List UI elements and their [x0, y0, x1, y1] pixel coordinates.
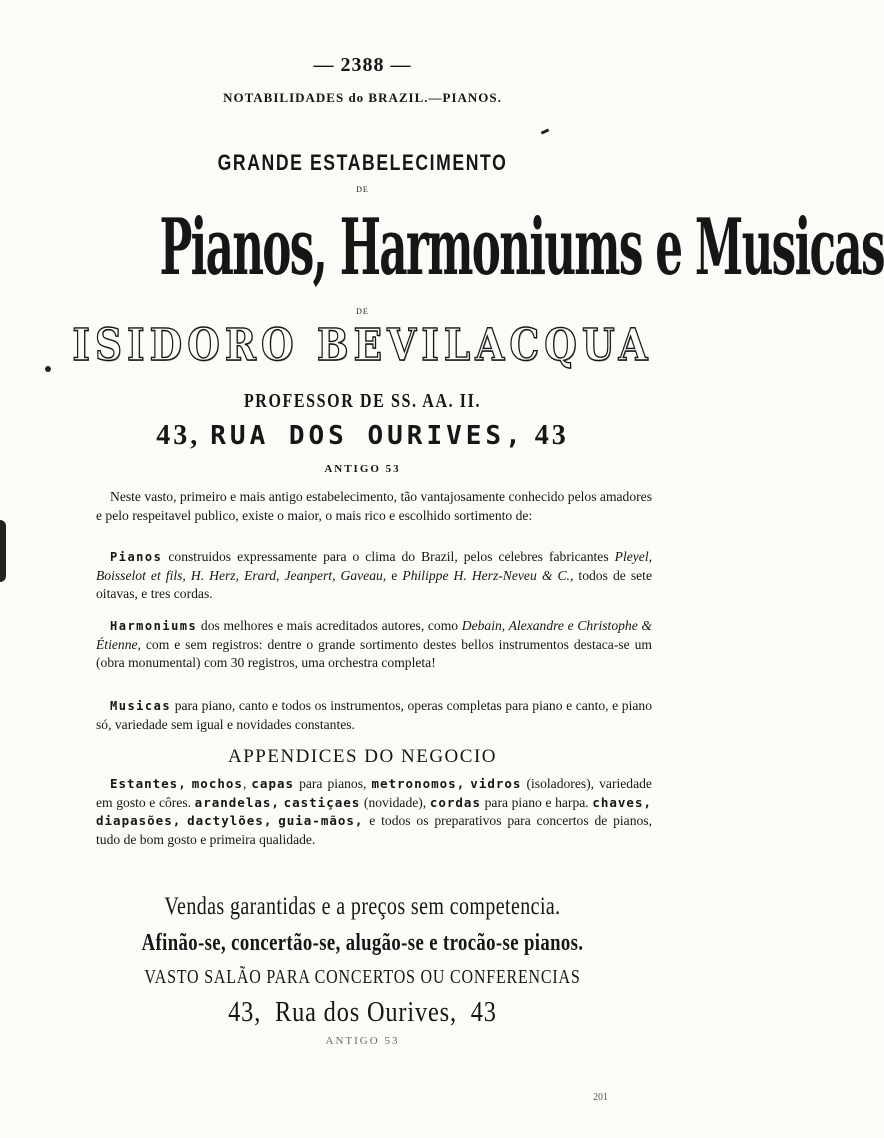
address-line-2	[58, 996, 667, 1029]
appendices-paragraph	[96, 775, 652, 849]
harmoniums-text-1: dos melhores e mais acreditados autores, como	[200, 618, 459, 633]
de-connector-2: DE	[356, 307, 369, 316]
hall-line: VASTO SALÃO PARA CONCERTOS OU CONFERENCIAS	[144, 966, 581, 988]
ink-dot	[45, 366, 51, 372]
appendices-text-4: para piano e harpa.	[484, 794, 589, 810]
intro-paragraph	[96, 488, 652, 525]
appendices-text-5: e todos os preparativos para concertos de pianos, tudo de bom gosto e primeira qualidade.	[96, 813, 652, 847]
intro-text: Neste vasto, primeiro e mais antigo estabelecimento, tão vantajosamente conhecido pelos amadores e pelo respeitavel publico, existe o maior, o mais rico e escolhido sortimento de:	[96, 489, 652, 523]
professor-title: PROFESSOR DE SS. AA. II.	[243, 390, 482, 412]
pianos-lead: Pianos	[110, 550, 163, 564]
item-dactyloes: dactylões,	[187, 813, 273, 829]
de-connector: DE	[356, 185, 369, 194]
appendices-text-3: (novidade),	[363, 794, 427, 810]
address2-street: Rua dos Ourives,	[274, 996, 457, 1028]
address-number-right: 43	[534, 420, 569, 451]
ink-mark	[541, 128, 550, 134]
item-castical: castiçaes	[283, 794, 361, 810]
pianos-makers: Pleyel, Boisselot et fils, H. Herz, Erard, Jeanpert, Gaveau,	[96, 549, 652, 583]
item-estantes: Estantes,	[110, 776, 187, 791]
appendices-title: APPENDICES DO NEGOCIO	[227, 746, 497, 767]
appendices-text-2: (isoladores), variedade em gosto e côres.	[96, 776, 652, 810]
antigo-note: ANTIGO 53	[324, 463, 401, 475]
binding-shadow	[0, 520, 6, 582]
establishment-heading: GRANDE ESTABELECIMENTO	[217, 150, 508, 175]
harmoniums-paragraph	[96, 617, 652, 673]
harmoniums-lead: Harmoniums	[110, 619, 198, 633]
appendices-text-1: para pianos,	[299, 776, 367, 791]
services-line: Afinão-se, concertão-se, alugão-se e trocão-se pianos.	[141, 930, 584, 956]
pianos-paragraph	[96, 548, 652, 604]
item-vidros: vidros	[470, 776, 522, 791]
antigo-note-2: ANTIGO 53	[325, 1035, 400, 1047]
item-mochos: mochos	[191, 776, 243, 791]
page-number: — 2388 —	[313, 54, 412, 76]
harmoniums-text-2: com e sem registros: dentre o grande sortimento destes bellos instrumentos destaca-se um (obra monumental) com 30 registros, uma orchestra completa!	[96, 636, 652, 671]
pianos-makers-2: Philippe H. Herz-Neveu & C.,	[402, 567, 574, 583]
musicas-lead: Musicas	[110, 699, 172, 713]
address-street: RUA DOS OURIVES,	[210, 421, 525, 451]
owner-name: ISIDORO BEVILACQUA	[72, 320, 653, 371]
address2-number-right: 43	[470, 996, 497, 1028]
item-chaves: chaves,	[592, 794, 652, 810]
appendices-comma: ,	[242, 776, 247, 791]
address-line	[0, 420, 725, 452]
item-guia-maos: guia-mãos,	[278, 813, 364, 829]
musicas-text: para piano, canto e todos os instrumentos, operas completas para piano e canto, e piano só, variedade sem igual e novidades constantes.	[96, 698, 652, 732]
item-cordas: cordas	[429, 794, 481, 810]
sales-line: Vendas garantidas e a preços sem competencia.	[164, 893, 561, 920]
footer-number: 201	[593, 1092, 608, 1103]
item-capas: capas	[251, 776, 295, 791]
item-arandelas: arandelas,	[194, 794, 280, 810]
item-diapasoes: diapasões,	[96, 813, 182, 829]
pianos-text-1: construidos expressamente para o clima do Brazil, pelos celebres fabricantes	[168, 549, 609, 564]
harmoniums-makers: Debain, Alexandre e Christophe & Étienne,	[96, 618, 652, 652]
address2-number-left: 43,	[228, 996, 262, 1028]
address-number-left: 43,	[156, 420, 201, 451]
item-metronomos: metronomos,	[371, 776, 466, 791]
running-title: NOTABILIDADES do BRAZIL.—PIANOS.	[223, 90, 502, 105]
advert-headline: Pianos, Harmoniums e Musicas	[159, 202, 884, 293]
pianos-text-2: todos de sete oitavas, e tres cordas.	[96, 567, 652, 602]
pianos-and: e	[391, 567, 398, 583]
musicas-paragraph	[96, 697, 652, 734]
